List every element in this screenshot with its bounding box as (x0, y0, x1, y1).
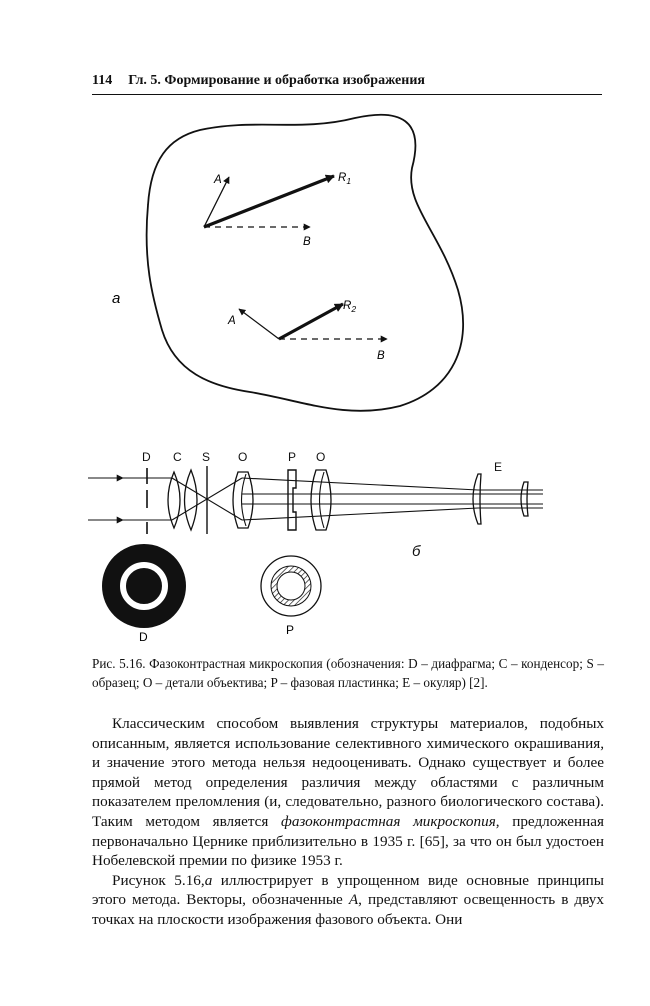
panel-a (112, 115, 463, 411)
phase-plate-disk (261, 556, 321, 637)
label-b-top: B (303, 236, 311, 248)
label-a-top: A (214, 174, 222, 186)
panel-a-label: a (112, 290, 121, 307)
paragraph-1-text: Классическим способом выявления структуры материалов, подобных описанным, является использование селективного химического окрашивания, и значение этого метода нельзя недооценивать. Однако существует и более прямой метод определения различия между областями с различным показателем преломления (и, следовательно, разного биологического состава). Таким методом является (92, 715, 604, 830)
figure-caption: Рис. 5.16. Фазоконтрастная микроскопия (обозначения: D – диафрагма; C – конденсор; S – образец; O – детали объектива; P – фазовая пластинка; E – окуляр) [2]. (92, 656, 604, 690)
label-r2-sub: 2 (351, 304, 357, 314)
paragraph-2 (92, 871, 604, 930)
phase-plate (288, 470, 296, 530)
diaphragm-label: D (139, 630, 148, 644)
label-b-bottom: B (377, 350, 385, 362)
term-phase-contrast: фазоконтрастная микроскопия (281, 812, 496, 830)
paragraph-2-tail: , представляют освещенность в двух точках на плоскости изображения фазового объекта. Они (92, 891, 604, 928)
objective-lens-2 (311, 470, 331, 530)
label-r2 (343, 300, 356, 314)
label-r2-letter: R (343, 300, 352, 312)
label-e: E (494, 460, 503, 474)
figure-ref-a: а (204, 871, 213, 889)
phase-object-outline (147, 115, 464, 411)
diaphragm-outer (102, 544, 186, 628)
diaphragm-disk (102, 544, 186, 644)
running-title: Гл. 5. Формирование и обработка изображения (128, 73, 425, 88)
label-d: D (142, 450, 151, 464)
label-s: S (202, 450, 211, 464)
panel-b (88, 466, 543, 534)
label-r1-sub: 1 (346, 176, 352, 186)
condenser-lens-2 (185, 470, 198, 530)
vector-group-bottom (227, 300, 387, 362)
vector-a-bottom (239, 309, 279, 339)
paragraph-2-text: Рисунок 5.16, (112, 871, 205, 889)
phase-plate-label: P (286, 623, 295, 637)
paragraph-1-tail: , предложенная первоначально Цернике приблизительно в 1935 г. [65], за что он был удостоен Нобелевской премии по физике 1953 г. (92, 812, 604, 870)
vector-symbol-a: А (348, 891, 359, 909)
ray-to-eyepiece-top (242, 478, 478, 490)
label-r1-letter: R (338, 172, 347, 184)
paragraph-1 (92, 714, 604, 871)
phase-plate-center (277, 572, 305, 600)
eyepiece-lens-2 (521, 482, 528, 516)
label-p: P (288, 450, 297, 464)
label-o2: O (316, 450, 326, 464)
label-r1 (338, 172, 351, 186)
vector-r1 (204, 176, 334, 227)
body-text (92, 714, 604, 930)
panel-b-label: б (412, 543, 421, 560)
label-a-bottom: A (228, 315, 236, 327)
paragraph-2-mid: иллюстрирует в упрощенном виде основные принципы этого метода. Векторы, обозначенные (92, 871, 605, 909)
vector-r2 (279, 304, 343, 339)
vector-group-top (204, 172, 351, 248)
page-number: 114 (92, 73, 113, 88)
objective-lens-2-inner (320, 472, 325, 528)
label-o1: O (238, 450, 248, 464)
ray-to-eyepiece-bottom (242, 508, 478, 520)
eyepiece-lens-1 (473, 474, 481, 524)
label-c: C (173, 450, 182, 464)
objective-lens-1-inner (242, 474, 247, 526)
